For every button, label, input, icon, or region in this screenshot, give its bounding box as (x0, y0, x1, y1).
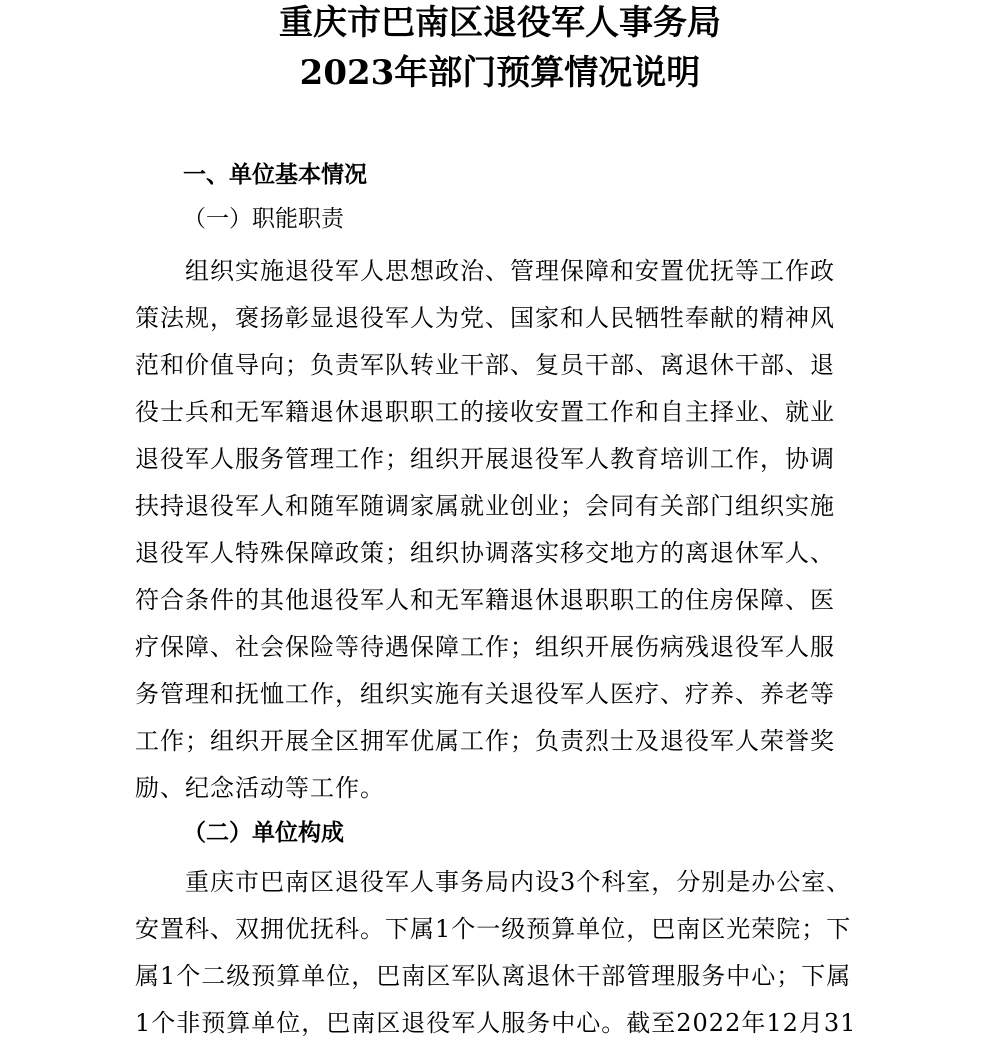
paragraph-line: 策法规，褒扬彰显退役军人为党、国家和人民牺牲奉献的精神风 (135, 304, 835, 332)
paragraph-line: 励、纪念活动等工作。 (135, 774, 385, 802)
paragraph-line: 疗保障、社会保险等待遇保障工作；组织开展伤病残退役军人服 (135, 633, 835, 661)
paragraph-line: 符合条件的其他退役军人和无军籍退休退职职工的住房保障、医 (135, 586, 835, 614)
subsection-heading-composition: （二）单位构成 (183, 819, 344, 846)
paragraph-line: 务管理和抚恤工作，组织实施有关退役军人医疗、疗养、养老等 (135, 680, 835, 708)
paragraph-line: 重庆市巴南区退役军人事务局内设3个科室，分别是办公室、 (185, 868, 852, 896)
document-title-line1: 重庆市巴南区退役军人事务局 (279, 3, 721, 43)
section-heading-basic-info: 一、单位基本情况 (183, 161, 367, 188)
paragraph-line: 工作；组织开展全区拥军优属工作；负责烈士及退役军人荣誉奖 (135, 727, 835, 755)
paragraph-line: 退役军人服务管理工作；组织开展退役军人教育培训工作，协调 (135, 445, 835, 473)
paragraph-line: 役士兵和无军籍退休退职职工的接收安置工作和自主择业、就业 (135, 398, 835, 426)
paragraph-line: 扶持退役军人和随军随调家属就业创业；会同有关部门组织实施 (135, 492, 835, 520)
duties-paragraph (135, 248, 865, 812)
paragraph-line: 属1个二级预算单位，巴南区军队离退休干部管理服务中心；下属 (135, 962, 852, 990)
composition-paragraph (135, 859, 865, 1047)
document-title-line2: 2023年部门预算情况说明 (299, 53, 701, 93)
paragraph-line: 安置科、双拥优抚科。下属1个一级预算单位，巴南区光荣院；下 (135, 915, 852, 943)
paragraph-line: 组织实施退役军人思想政治、管理保障和安置优抚等工作政 (185, 257, 835, 285)
paragraph-line: 退役军人特殊保障政策；组织协调落实移交地方的离退休军人、 (135, 539, 835, 567)
paragraph-line: 范和价值导向；负责军队转业干部、复员干部、离退休干部、退 (135, 351, 835, 379)
subsection-heading-duties: （一）职能职责 (183, 206, 344, 232)
paragraph-line: 1个非预算单位，巴南区退役军人服务中心。截至2022年12月31 (135, 1009, 857, 1037)
